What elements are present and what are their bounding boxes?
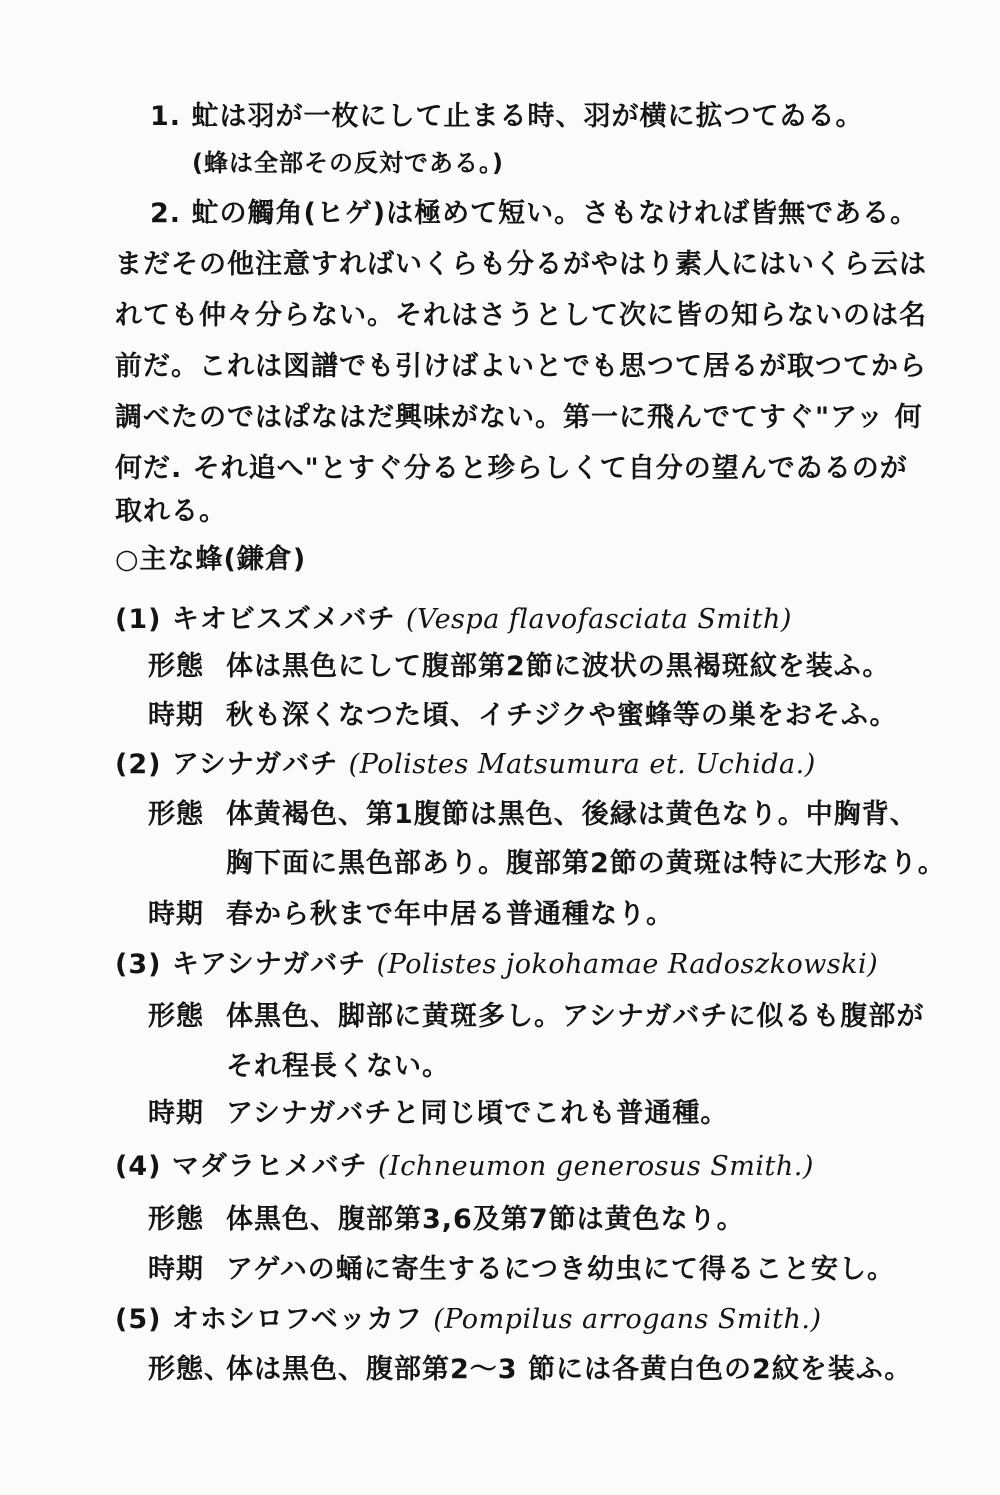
- species-heading: [115, 1150, 814, 1184]
- row-text: 秋も深くなつた頃、イチジクや蜜蜂等の巣をおそふ。: [226, 700, 898, 731]
- species-row: [148, 699, 897, 733]
- row-label: 時期: [148, 1254, 204, 1285]
- intro-paragraph-line: 前だ。これは図譜でも引けばよいとでも思つて居るが取つてから: [115, 351, 927, 382]
- species-name-ja: キアシナガバチ: [171, 949, 367, 980]
- species-number: (5): [115, 1304, 162, 1335]
- species-row: [148, 1353, 912, 1387]
- species-name-scientific: (Polistes Matsumura et. Uchida.): [348, 749, 816, 780]
- intro-point-1-note: (蜂は全部その反対である。): [192, 149, 504, 177]
- species-number: (2): [115, 749, 162, 780]
- section-heading: ○主な蜂(鎌倉): [115, 544, 307, 575]
- row-text: 体黄褐色、第1腹節は黒色、後縁は黄色なり。中胸背、: [226, 799, 918, 830]
- species-heading: [115, 1303, 822, 1337]
- species-number: (4): [115, 1151, 162, 1182]
- species-heading: [115, 748, 816, 782]
- species-number: (1): [115, 604, 162, 635]
- row-label: 形態: [148, 799, 204, 830]
- row-label: 形態: [148, 1204, 204, 1235]
- intro-paragraph-line: まだその他注意すればいくらも分るがやはり素人にはいくら云は: [115, 249, 927, 280]
- species-name-ja: オホシロフベッカフ: [171, 1304, 423, 1335]
- species-row-continuation: それ程長くない。: [226, 1051, 450, 1082]
- species-row: [148, 1097, 728, 1131]
- species-row: [148, 1000, 924, 1034]
- species-row: [148, 650, 890, 684]
- row-label: 形態: [148, 651, 204, 682]
- row-text: 体黒色、腹部第3,6及第7節は黄色なり。: [226, 1204, 745, 1235]
- species-name-scientific: (Polistes jokohamae Radoszkowski): [376, 949, 879, 980]
- species-row-continuation: 胸下面に黒色部あり。腹部第2節の黄斑は特に大形なり。: [226, 848, 946, 879]
- species-heading: [115, 948, 878, 982]
- row-text: 体黒色、脚部に黄斑多し。アシナガバチに似るも腹部が: [226, 1001, 925, 1032]
- intro-point-2: 2. 虻の觸角(ヒゲ)は極めて短い。さもなければ皆無である。: [150, 198, 919, 229]
- row-text: 体は黒色にして腹部第2節に波状の黒褐斑紋を装ふ。: [226, 651, 891, 682]
- species-heading: [115, 603, 792, 637]
- species-name-ja: マダラヒメバチ: [171, 1151, 368, 1182]
- species-name-scientific: (Vespa flavofasciata Smith): [406, 604, 792, 635]
- species-row: [148, 798, 918, 832]
- species-number: (3): [115, 949, 162, 980]
- species-name-ja: アシナガバチ: [171, 749, 339, 780]
- row-text: 春から秋まで年中居る普通種なり。: [226, 899, 674, 930]
- row-label: 形態: [148, 1001, 204, 1032]
- row-text: 体は黒色、腹部第2〜3 節には各黄白色の2紋を装ふ。: [226, 1354, 913, 1385]
- row-label: 時期: [148, 1098, 204, 1129]
- row-label: 時期: [148, 700, 204, 731]
- species-name-scientific: (Ichneumon generosus Smith.): [378, 1151, 814, 1182]
- intro-paragraph-line: 何だ. それ追へ"とすぐ分ると珍らしくて自分の望んでゐるのが: [115, 453, 908, 484]
- intro-paragraph-line: 取れる。: [115, 496, 227, 527]
- intro-paragraph-line: 調べたのではぱなはだ興味がない。第一に飛んでてすぐ"アッ 何: [115, 402, 923, 433]
- species-row: [148, 898, 674, 932]
- row-text: アゲハの蛹に寄生するにつき幼虫にて得ること安し。: [226, 1254, 896, 1285]
- row-text: アシナガバチと同じ頃でこれも普通種。: [226, 1098, 729, 1129]
- species-row: [148, 1253, 895, 1287]
- row-label: 時期: [148, 899, 204, 930]
- species-name-ja: キオビスズメバチ: [171, 604, 396, 635]
- row-label: 形態、: [148, 1354, 232, 1385]
- species-row: [148, 1203, 745, 1237]
- intro-paragraph-line: れても仲々分らない。それはさうとして次に皆の知らないのは名: [115, 300, 927, 331]
- intro-point-1: 1. 虻は羽が一枚にして止まる時、羽が横に拡つてゐる。: [150, 101, 864, 132]
- species-name-scientific: (Pompilus arrogans Smith.): [433, 1304, 822, 1335]
